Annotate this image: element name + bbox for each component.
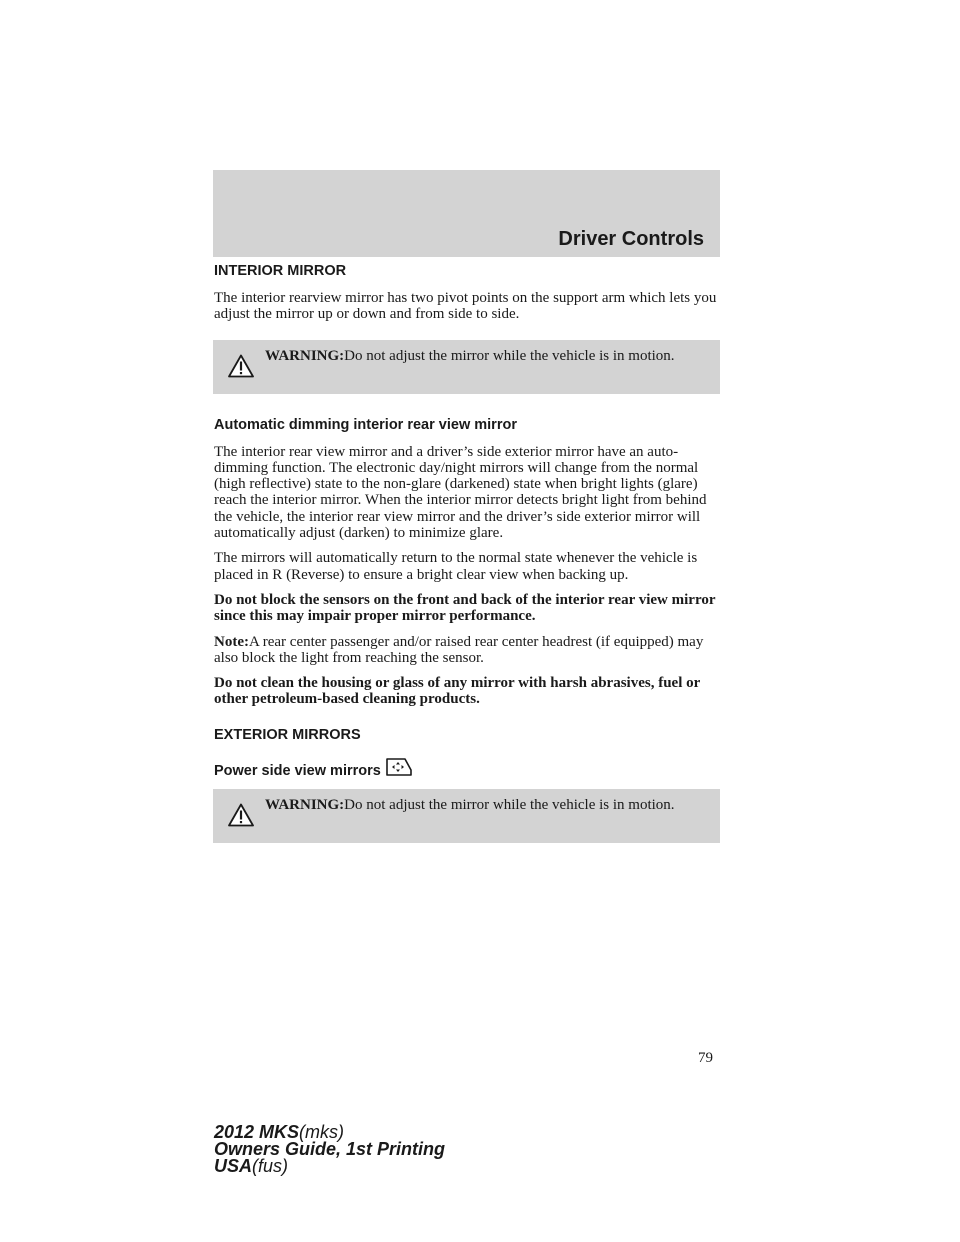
warning-message: Do not adjust the mirror while the vehicle is in motion. [344, 796, 675, 813]
warning-box [213, 789, 720, 843]
footer-region-line [214, 1158, 445, 1175]
footer-model: 2012 MKS [214, 1122, 300, 1142]
warning-triangle-icon [228, 354, 254, 378]
warning-label: WARNING: [265, 347, 345, 364]
warning-text [265, 348, 705, 364]
note-text: A rear center passenger and/or raised rear center headrest (if equipped) may also block the light from reaching the sensor. [214, 633, 704, 666]
note-label: Note: [214, 633, 249, 650]
section-header-band [213, 170, 720, 257]
power-mirror-icon [385, 756, 413, 778]
exterior-mirrors-heading: EXTERIOR MIRRORS [214, 726, 361, 743]
interior-mirror-heading: INTERIOR MIRROR [214, 263, 347, 279]
power-mirrors-heading-row [214, 763, 720, 780]
footer-region: USA [214, 1156, 253, 1176]
page-number: 79 [698, 1050, 713, 1066]
warning-message: Do not adjust the mirror while the vehicle is in motion. [344, 347, 675, 364]
document-footer [214, 1124, 445, 1175]
section-title: Driver Controls [558, 228, 704, 250]
note-paragraph [214, 634, 720, 667]
interior-mirror-intro: The interior rearview mirror has two pivot points on the support arm which lets you adjust the mirror up or down and from side to side. [214, 290, 717, 323]
warning-text [265, 797, 705, 813]
reverse-paragraph: The mirrors will automatically return to the normal state whenever the vehicle is placed in R (Reverse) to ensure a bright clear view when backing up. [214, 550, 698, 583]
warning-label: WARNING: [265, 796, 345, 813]
warning-box [213, 340, 720, 394]
auto-dimming-paragraph: The interior rear view mirror and a driver’s side exterior mirror have an auto-dimming function. The electronic day/night mirrors will change from the normal (high reflective) state to the non-glare (darkened) state when bright lights (glare) reach the interior mirror. When the interior mirror detects bright light from behind the vehicle, the interior rear view mirror and the driver’s side exterior mirror will automatically adjust (darken) to minimize glare. [214, 443, 707, 542]
sensor-caution: Do not block the sensors on the front and back of the interior rear view mirror since this may impair proper mirror performance. [214, 591, 716, 625]
warning-triangle-icon [228, 803, 254, 827]
footer-region-code: (fus) [252, 1156, 289, 1176]
footer-model-code: (mks) [299, 1122, 345, 1142]
auto-dimming-heading: Automatic dimming interior rear view mirror [214, 416, 517, 433]
cleaning-caution: Do not clean the housing or glass of any mirror with harsh abrasives, fuel or other petroleum-based cleaning products. [214, 675, 700, 708]
page-content [214, 263, 720, 843]
footer-guide: Owners Guide, 1st Printing [214, 1139, 446, 1159]
power-mirrors-heading: Power side view mirrors [214, 762, 381, 779]
